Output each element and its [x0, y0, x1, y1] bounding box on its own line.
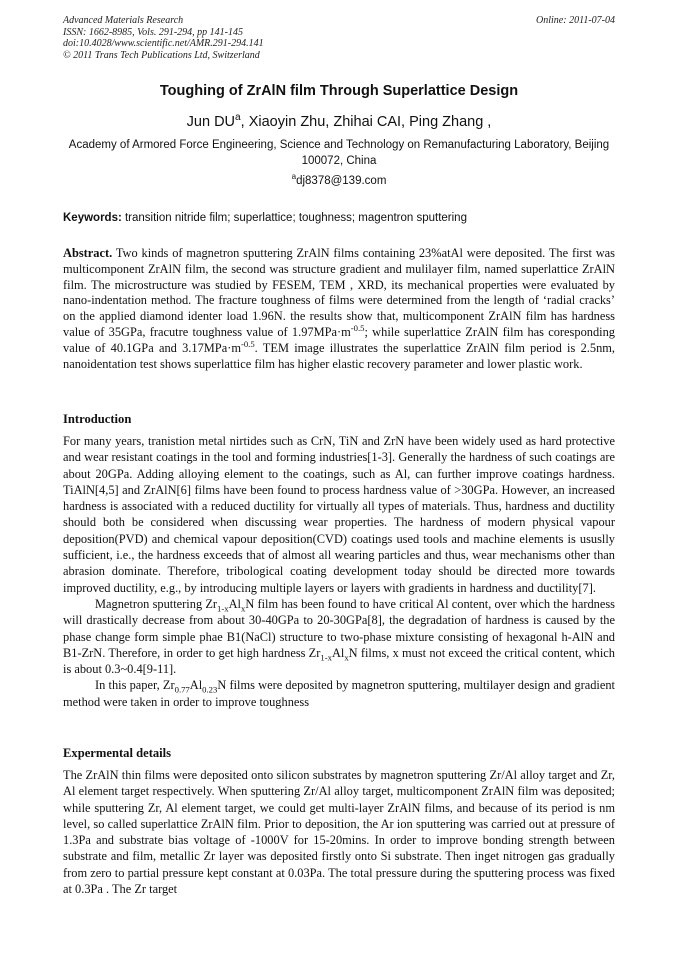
- intro-p3-sub-1: 0.77: [174, 684, 190, 695]
- intro-p2-sub-4: x: [344, 652, 349, 663]
- intro-p3-sub-2: 0.23: [202, 684, 218, 695]
- intro-paragraph-1: For many years, tranistion metal nirtides such as CrN, TiN and ZrN have been widely used as hard protective and wear resistant coatings in the tool and forming industries[1-3]. Generally the hardness of such coatings are about 20GPa. Adding alloying element to the coatings, such as Al, can further improve coatings hardness. TiAlN[4,5] and ZrAlN[6] films have been found to process hardness value of >30GPa. However, an increased hardness is associated with a reduced ductility for virtually all types of materials. Thus, hardness and ductility should both be considered when discussing wear properties. The hardness of modern physical vapour deposition(PVD) and chemical vapour deposition(CVD) coatings used tools and machine elements is ususlly sufficient, i.e., the hardness exceeds that of almost all wearing particles and thus, wear mechanisms other than abrasion dominate. Therefore, tribological coating development today should be directed more towards improved ductility, e.g., by introducing multiple layers or layers with gradients in hardness and ductility[7].: [63, 434, 615, 595]
- intro-p3-text-a: In this paper, Zr: [95, 678, 175, 693]
- abstract-label: Abstract.: [63, 246, 113, 260]
- author-email: [63, 174, 615, 189]
- other-authors: , Xiaoyin Zhu, Zhihai CAI, Ping Zhang ,: [240, 114, 492, 130]
- intro-p2-text-b: Al: [228, 596, 241, 611]
- introduction-body: [63, 433, 615, 710]
- copyright-line: © 2011 Trans Tech Publications Ltd, Switzerland: [63, 49, 260, 61]
- abstract-sup-2: -0.5: [240, 338, 255, 349]
- online-date: Online: 2011-07-04: [536, 15, 615, 26]
- abstract-text-2: ; while superlattice ZrAlN film has coresponding value of 40.1GPa and 3.17MPa·m: [63, 324, 615, 355]
- intro-p2-sub-3: 1-x: [320, 652, 332, 663]
- intro-p2-sub-1: 1-x: [217, 603, 229, 614]
- journal-header: [63, 15, 615, 61]
- email-affil-mark: a: [291, 172, 297, 182]
- keywords-text: transition nitride film; superlattice; toughness; magentron sputtering: [121, 212, 467, 224]
- email-address[interactable]: dj8378@139.com: [296, 175, 387, 187]
- intro-p2-text-a: Magnetron sputtering Zr: [95, 596, 218, 611]
- intro-p3-text-c: N films were deposited by magnetron sputtering, multilayer design and gradient method were taken in order to improve toughness: [63, 678, 615, 709]
- paper-title: Toughing of ZrAlN film Through Superlattice Design: [159, 83, 519, 99]
- author-list: [63, 113, 615, 131]
- abstract-sup-1: -0.5: [350, 322, 365, 333]
- abstract-text-1: Two kinds of magnetron sputtering ZrAlN films containing 23%atAl were deposited. The first was multicomponent ZrAlN film, the second was structure gradient and mulilayer film, named superlattice ZrAlN film. The microstructure was studied by FESEM, TEM , XRD, its mechanical properties were evaluated by nano-indentation method. The fracture toughness of films were determined from the length of ‘radial cracks’ on the applied diamond identer load 1.96N. the results show that, multicomponent ZrAlN film has hardness value of 35GPa, fracutre toughness value of 1.97MPa·m: [63, 246, 615, 339]
- doi-line: doi:10.4028/www.scientific.net/AMR.291-294.141: [63, 38, 264, 49]
- intro-paragraph-2: [63, 596, 615, 677]
- intro-p3-text-b: Al: [189, 678, 203, 693]
- experimental-body: The ZrAlN thin films were deposited onto silicon substrates by magnetron sputtering Zr/Al alloy target and Zr, Al element target respectively. When sputtering Zr/Al alloy target, multicomponent ZrAlN film was deposited; while sputtering Zr, Al element target, we could get multi-layer ZrAlN films, and because of its period is nm level, so called superlattice ZrAlN film. Prior to deposition, the Ar ion sputtering was carried out at pressure of 1.3Pa and substrate bias voltage of -1000V for 15-20mins. In order to improve bonding strength between substrate and film, metallic Zr layer was deposited firstly onto Si substrate. Then inget nitrogen gas gradually from zero to partial pressure kept constant at 0.03Pa. The total pressure during the sputtering process was fixed at 0.3Pa . The Zr target: [63, 768, 615, 897]
- abstract: [63, 246, 615, 372]
- issn-line: ISSN: 1662-8985, Vols. 291-294, pp 141-145: [63, 26, 243, 38]
- author-affil-mark: a: [235, 112, 241, 124]
- intro-paragraph-3: [63, 677, 615, 710]
- first-author: Jun DU: [186, 114, 236, 130]
- introduction-heading: Introduction: [63, 412, 132, 426]
- abstract-text-3: . TEM image illustrates the superlattice ZrAlN film period is 2.5nm, nanoidentation test shows superlattice film has higher elastic recovery parameter and lower plastic work.: [63, 340, 616, 371]
- affiliation: Academy of Armored Force Engineering, Science and Technology on Remanufacturing Laboratory, Beijing 100072, China: [68, 139, 610, 167]
- intro-p2-sub-2: x: [241, 603, 246, 614]
- intro-p2-text-d: Al: [331, 645, 345, 660]
- keywords: [63, 211, 615, 226]
- intro-p2-text-c: N film has been found to have critical Al content, over which the hardness will drastically decrease from about 30-40GPa to 20-30GPa[8], the degradation of hardness is caused by the phase change form simple phae B1(NaCl) structure to two-phase mixture consisting of hexagonal h-AlN and B1-ZrN. Therefore, in order to get high hardness Zr: [63, 596, 615, 660]
- journal-name: Advanced Materials Research: [63, 15, 184, 26]
- experimental-heading: Expermental details: [63, 746, 172, 760]
- keywords-label: Keywords:: [63, 212, 122, 224]
- intro-p2-text-e: N films, x must not exceed the critical content, which is about 0.3~0.4[9-11].: [63, 645, 616, 677]
